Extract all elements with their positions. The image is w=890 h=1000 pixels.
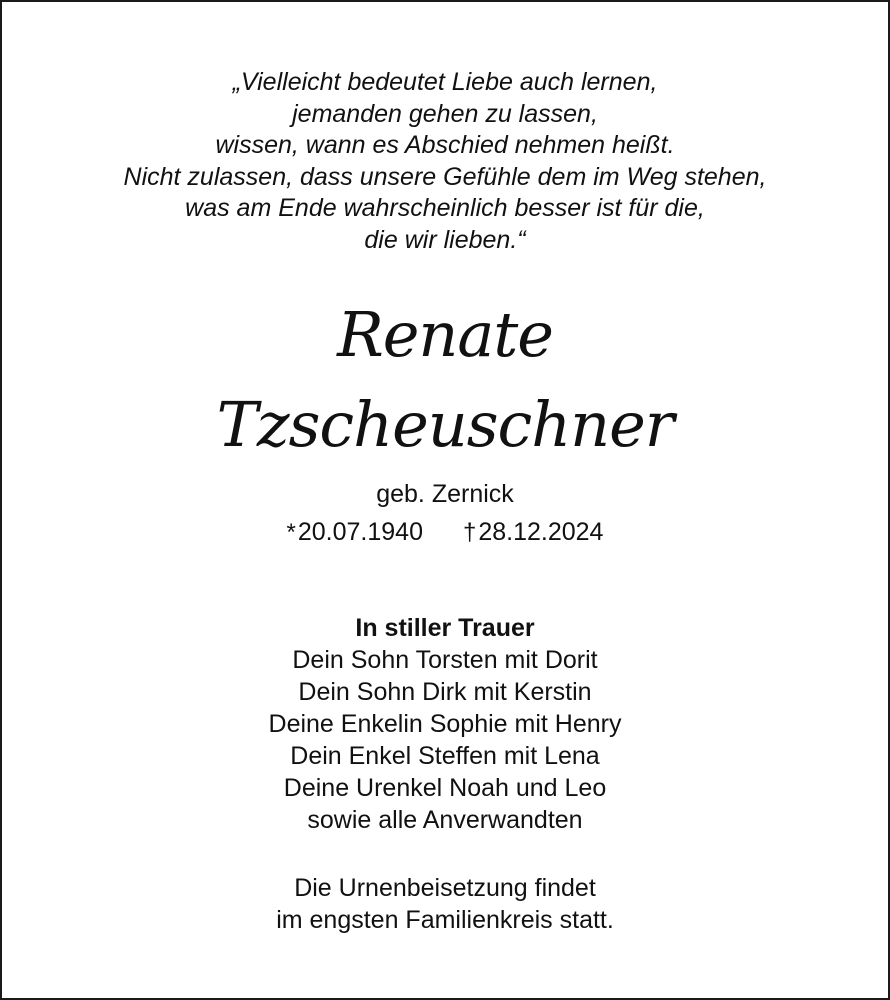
quote-line: was am Ende wahrscheinlich besser ist für die,: [185, 194, 705, 222]
mourners-block: [0, 612, 890, 836]
quote-line: „Vielleicht bedeutet Liebe auch lernen,: [232, 68, 658, 96]
mourner-line: Dein Enkel Steffen mit Lena: [290, 742, 600, 770]
life-dates: [0, 518, 890, 547]
mourners-heading: In stiller Trauer: [355, 614, 535, 642]
mourner-line: Dein Sohn Torsten mit Dorit: [292, 646, 598, 674]
burial-line: im engsten Familienkreis statt.: [276, 906, 614, 934]
mourner-line: Deine Enkelin Sophie mit Henry: [268, 710, 622, 738]
mourner-line: Deine Urenkel Noah und Leo: [283, 774, 607, 802]
quote-line: jemanden gehen zu lassen,: [292, 99, 598, 128]
quote-block: [0, 67, 890, 256]
mourner-line: sowie alle Anverwandten: [307, 806, 583, 834]
quote-line: Nicht zulassen, dass unsere Gefühle dem im Weg stehen,: [123, 162, 767, 191]
maiden-name: geb. Zernick: [376, 480, 514, 508]
death-symbol: †: [462, 519, 477, 546]
birth-date: 20.07.1940: [297, 518, 423, 546]
deceased-first-name: Renate: [337, 298, 553, 371]
burial-notice: [0, 872, 890, 936]
quote-line: die wir lieben.“: [364, 225, 526, 254]
mourner-line: Dein Sohn Dirk mit Kerstin: [298, 678, 592, 706]
birth-symbol: *: [286, 519, 296, 546]
death-date: 28.12.2024: [478, 518, 604, 546]
burial-line: Die Urnenbeisetzung findet: [294, 874, 596, 902]
quote-line: wissen, wann es Abschied nehmen heißt.: [215, 131, 675, 159]
deceased-last-name: Tzscheuschner: [216, 388, 674, 461]
